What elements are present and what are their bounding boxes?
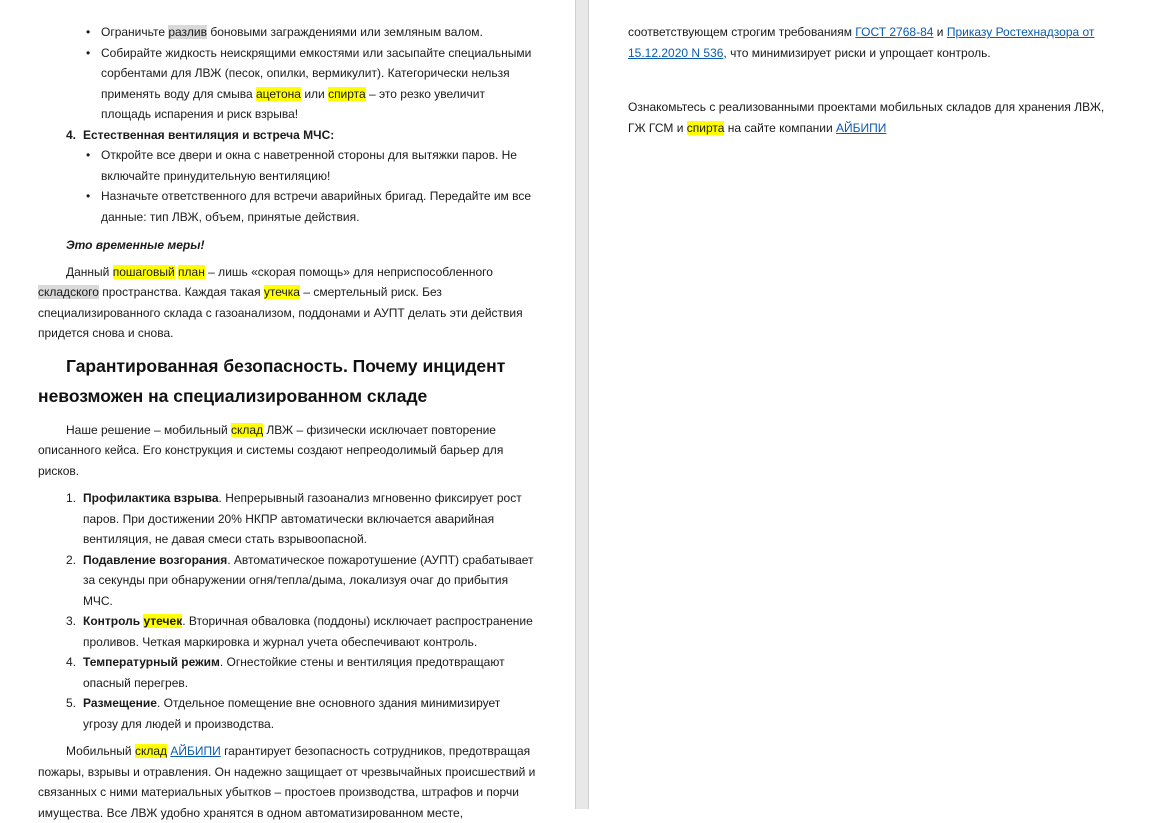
- page-left-content: [38, 22, 537, 823]
- list-item-ventilation: 4. Естественная вентиляция и встреча МЧС:: [66, 127, 335, 142]
- highlighted-term: склад: [231, 422, 264, 437]
- highlighted-term: пошаговый: [112, 264, 175, 279]
- rostekhnadzor-order-link[interactable]: Приказу Ростехнадзора от 15.12.2020 N 536: [628, 25, 1095, 60]
- highlighted-term: складского: [38, 285, 99, 299]
- list-item: • Собирайте жидкость неискрящими емкостями или засыпайте специальными сорбентами для ЛВЖ (песок, опилки, вермикулит). Категорически нельзя применять воду для смыва ацетона или спирта – это резко увеличит площадь испарения и риск взрыва!: [38, 43, 537, 125]
- highlighted-term: ацетона: [255, 86, 301, 101]
- highlighted-term: разлив: [168, 25, 207, 39]
- highlighted-term: спирта: [686, 120, 725, 135]
- highlighted-term: утечка: [263, 285, 300, 299]
- paragraph: соответствующем строгим требованиям ГОСТ 2768-84 и Приказу Ростехнадзора от 15.12.2020 N 536, что минимизирует риски и упрощает контроль.: [628, 25, 1095, 60]
- list-item: • Назначьте ответственного для встречи аварийных бригад. Передайте им все данные: тип ЛВЖ, объем, принятые действия.: [38, 186, 537, 227]
- numbered-list-safety: [38, 488, 537, 734]
- bullet-list-ventilation: [38, 145, 537, 227]
- highlighted-term: спирта: [328, 86, 366, 101]
- temporary-measures-note: Это временные меры!: [66, 238, 205, 252]
- paragraph: Ознакомьтесь с реализованными проектами мобильных складов для хранения ЛВЖ, ГЖ ГСМ и спирта на сайте компании АЙБИПИ: [628, 100, 1105, 135]
- company-link[interactable]: АЙБИПИ: [836, 120, 887, 135]
- list-item: • Откройте все двери и окна с наветренной стороны для вытяжки паров. Не включайте принудительную вентиляцию!: [38, 145, 537, 186]
- paragraph: Данный пошаговый план – лишь «скорая помощь» для неприспособленного складского пространства. Каждая такая утечка – смертельный риск. Без специализированного склада с газоанализом, поддонами и АУПТ делать эти действия придется снова и снова.: [38, 264, 523, 340]
- paragraph: Мобильный склад АЙБИПИ гарантирует безопасность сотрудников, предотвращая пожары, взрывы и отравления. Он надежно защищает от чрезвычайных происшествий и связанных с ними материальных убытков – простоев производства, штрафов и порчи имущества. Все ЛВЖ удобно хранятся в одном автоматизированном месте,: [38, 744, 536, 820]
- bullet-list-containment: [38, 22, 537, 125]
- paragraph: Наше решение – мобильный склад ЛВЖ – физически исключает повторение описанного кейса. Его конструкция и системы создают непреодолимый барьер для рисков.: [38, 422, 504, 478]
- highlighted-term: склад: [134, 744, 167, 758]
- highlighted-term: утечек: [143, 614, 183, 628]
- list-item: 4. Температурный режим. Огнестойкие стены и вентиляция предотвращают опасный перегрев.: [66, 655, 505, 690]
- page-right-content: [628, 22, 1122, 138]
- company-link[interactable]: АЙБИПИ: [170, 744, 221, 758]
- section-heading: Гарантированная безопасность. Почему инцидент невозможен на специализированном складе: [38, 355, 506, 406]
- list-item: 1. Профилактика взрыва. Непрерывный газоанализ мгновенно фиксирует рост паров. При достижении 20% НКПР автоматически включается аварийная вентиляция, не давая смеси стать взрывоопасной.: [66, 491, 522, 546]
- gost-link[interactable]: ГОСТ 2768-84: [855, 25, 934, 39]
- list-item: 5. Размещение. Отдельное помещение вне основного здания минимизирует угрозу для людей и производства.: [66, 696, 501, 731]
- list-item: 2. Подавление возгорания. Автоматическое пожаротушение (АУПТ) срабатывает за секунды при обнаружении огня/тепла/дыма, локализуя очаг до прибытия МЧС.: [66, 552, 534, 608]
- page-gutter: [575, 0, 589, 809]
- list-item: 3. Контроль утечек. Вторичная обваловка (поддоны) исключает распространение проливов. Четкая маркировка и журнал учета обеспечивают контроль.: [66, 614, 533, 649]
- list-item: • Ограничьте разлив боновыми заграждениями или земляным валом.: [38, 22, 537, 43]
- highlighted-term: план: [178, 264, 205, 279]
